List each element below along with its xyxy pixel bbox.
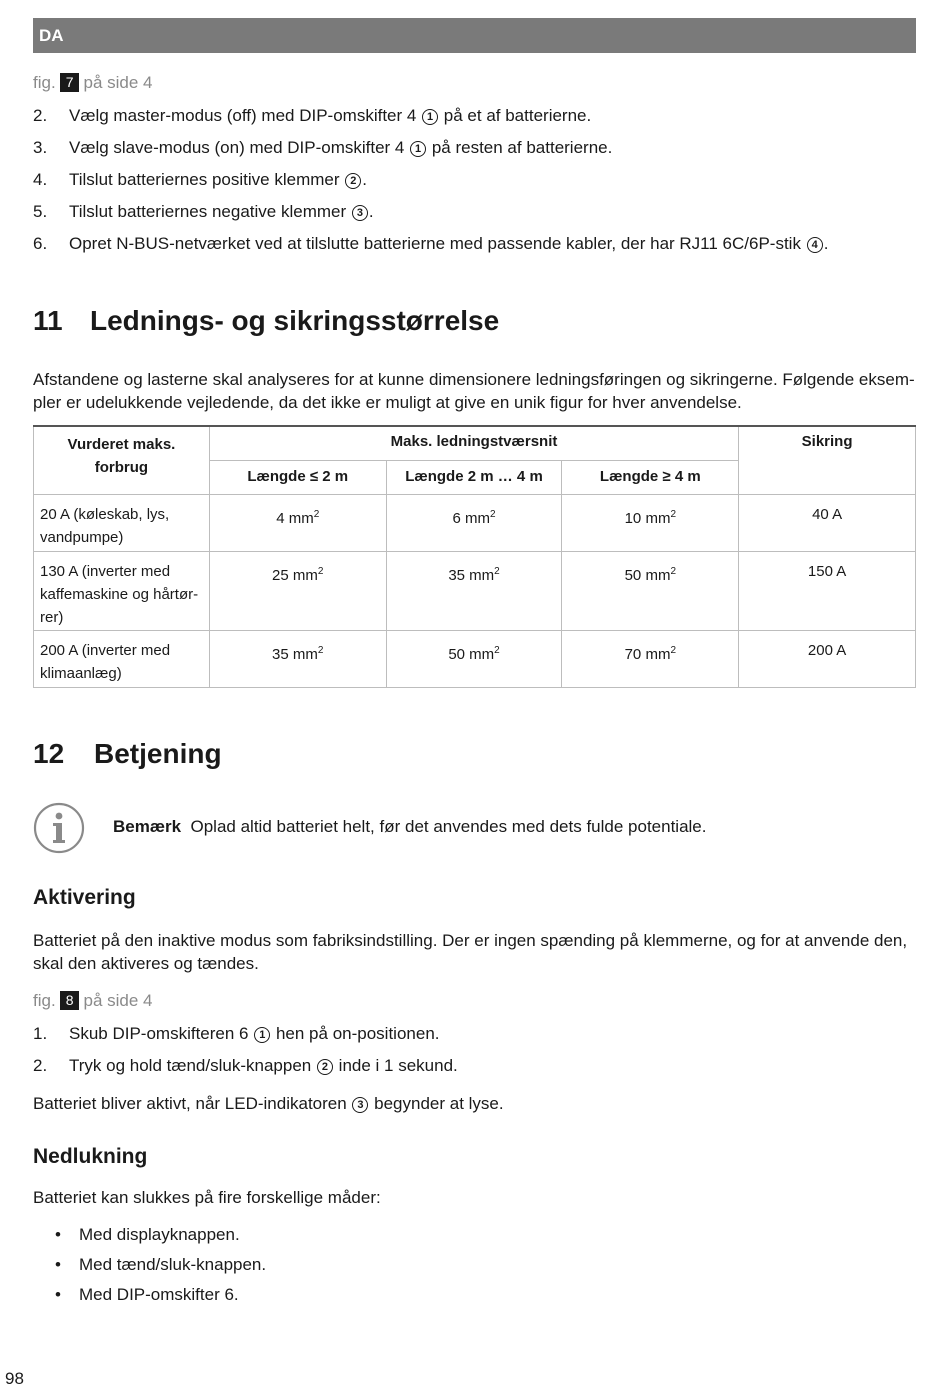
- header-length-short: Længde ≤ 2 m: [209, 460, 386, 494]
- step-item: 6. Opret N-BUS-netværket ved at tilslutte batterierne med passende kabler, der har RJ11 6C/6P-stik 4 .: [33, 234, 829, 253]
- header-rated-load: Vurderet maks. forbrug: [34, 426, 210, 494]
- fig-prefix: fig.: [33, 73, 56, 92]
- subheading-aktivering: Aktivering: [33, 886, 136, 909]
- figure-reference-8: fig. 8 på side 4: [33, 991, 153, 1010]
- callout-number-icon: 2: [345, 173, 361, 189]
- load-cell: 20 A (køleskab, lys, vandpumpe): [34, 494, 210, 551]
- header-cross-section: Maks. ledningstværsnit: [209, 426, 738, 460]
- callout-number-icon: 4: [807, 237, 823, 253]
- fuse-cell: 150 A: [739, 551, 916, 630]
- note-text: Oplad altid batteriet helt, før det anvendes med dets fulde potentiale.: [190, 817, 707, 836]
- load-cell: 130 A (inverter med kaffemaskine og hårtør-rer): [34, 551, 210, 630]
- step-item: 3. Vælg slave-modus (on) med DIP-omskifter 4 1 på resten af batterierne.: [33, 138, 613, 157]
- wire-size-table: [33, 425, 916, 688]
- callout-number-icon: 3: [352, 205, 368, 221]
- section-heading-12: 12 Betjening: [33, 738, 222, 769]
- cross-section-cell: 35 $mm^2$: [386, 551, 562, 630]
- nedlukning-intro: Batteriet kan slukkes på fire forskellige måder:: [33, 1188, 381, 1207]
- page-number: 98: [5, 1369, 24, 1388]
- fig-suffix: på side 4: [83, 73, 153, 92]
- cross-section-cell: 25 $mm^2$: [209, 551, 386, 630]
- table-row: [34, 551, 916, 630]
- table-row: [34, 630, 916, 687]
- callout-number-icon: 1: [422, 109, 438, 125]
- step-item: 4. Tilslut batteriernes positive klemmer 2 .: [33, 170, 367, 189]
- language-code: DA: [39, 26, 64, 45]
- subheading-nedlukning: Nedlukning: [33, 1145, 148, 1168]
- language-header-bar: [33, 18, 916, 53]
- list-item: • Med tænd/sluk-knappen.: [55, 1255, 267, 1274]
- aktivering-text: Batteriet på den inaktive modus som fabriksindstilling. Der er ingen spænding på klemmerne, og for at anvende den, skal den aktiveres og tændes.: [33, 931, 908, 973]
- header-length-medium: Længde 2 m … 4 m: [386, 460, 562, 494]
- list-item: • Med displayknappen.: [55, 1225, 240, 1244]
- callout-number-icon: 1: [254, 1027, 270, 1043]
- cross-section-cell: 6 $mm^2$: [386, 494, 562, 551]
- callout-number-icon: 2: [317, 1059, 333, 1075]
- step-item: 1. Skub DIP-omskifteren 6 1 hen på on-positionen.: [33, 1024, 440, 1043]
- figure-reference-7: [33, 73, 152, 93]
- note-box: [113, 817, 707, 837]
- header-length-long: Længde ≥ 4 m: [562, 460, 739, 494]
- note-label: Bemærk: [113, 817, 182, 836]
- table-row: [34, 494, 916, 551]
- fuse-cell: 200 A: [739, 630, 916, 687]
- active-text: Batteriet bliver aktivt, når LED-indikatoren 3 begynder at lyse.: [33, 1094, 504, 1113]
- section-heading-11: 11 Lednings- og sikringsstørrelse: [33, 305, 500, 336]
- list-item: • Med DIP-omskifter 6.: [55, 1285, 239, 1304]
- section-intro: Afstandene og lasterne skal analyseres for at kunne dimensionere ledningsføringen og sikringerne. Følgende eksem- pler er udelukkende vejledende, da det ikke er muligt at give en unik figur for hver anvendelse.: [33, 370, 915, 412]
- cross-section-cell: 35 $mm^2$: [209, 630, 386, 687]
- cross-section-cell: 70 $mm^2$: [562, 630, 739, 687]
- step-item: 5. Tilslut batteriernes negative klemmer 3 .: [33, 202, 374, 221]
- header-fuse: Sikring: [739, 426, 916, 494]
- cross-section-cell: 10 $mm^2$: [562, 494, 739, 551]
- fig-number: 7: [60, 73, 80, 92]
- fuse-cell: 40 A: [739, 494, 916, 551]
- info-icon: [33, 802, 85, 854]
- cross-section-cell: 50 $mm^2$: [562, 551, 739, 630]
- load-cell: 200 A (inverter med klimaanlæg): [34, 630, 210, 687]
- cross-section-cell: 4 $mm^2$: [209, 494, 386, 551]
- cross-section-cell: 50 $mm^2$: [386, 630, 562, 687]
- callout-number-icon: 1: [410, 141, 426, 157]
- callout-number-icon: 3: [352, 1097, 368, 1113]
- step-item: 2. Tryk og hold tænd/sluk-knappen 2 inde i 1 sekund.: [33, 1056, 458, 1075]
- step-item: 2. Vælg master-modus (off) med DIP-omskifter 4 1 på et af batterierne.: [33, 106, 592, 125]
